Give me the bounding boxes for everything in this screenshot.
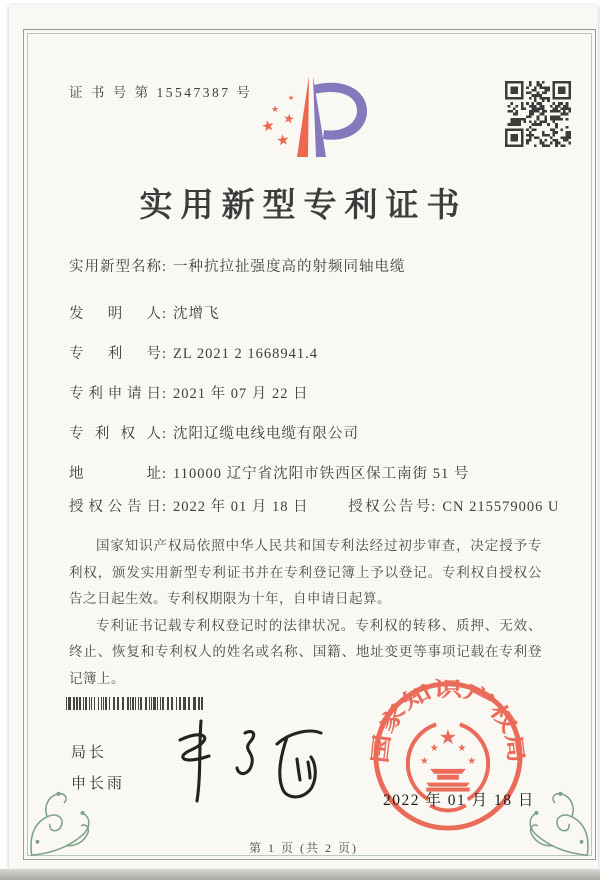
svg-text:★: ★ — [419, 755, 429, 767]
field-label: 授权公告日 — [69, 499, 161, 515]
field-value: 沈阳辽缆电线电缆有限公司 — [173, 426, 360, 442]
field-value: 110000 辽宁省沈阳市铁西区保工南街 51 号 — [173, 466, 470, 482]
seal-text: 国家知识产权局 — [369, 679, 526, 765]
signature — [165, 713, 335, 811]
legal-text — [69, 533, 542, 692]
svg-text:★: ★ — [259, 117, 277, 137]
field-value: CN 215579006 U — [442, 499, 560, 515]
svg-text:★: ★ — [270, 104, 280, 114]
commissioner-name: 申长雨 — [71, 776, 126, 792]
field-patentee: 专利权人: 沈阳辽缆电线电缆有限公司 — [69, 422, 548, 443]
barcode — [66, 697, 203, 710]
cnipa-logo-icon — [247, 69, 377, 169]
svg-text:★: ★ — [457, 743, 467, 755]
field-utility-model-name: 实用新型名称: 一种抗拉扯强度高的射频同轴电缆 — [69, 255, 548, 276]
svg-text:★: ★ — [275, 132, 291, 150]
svg-text:★: ★ — [281, 110, 296, 127]
field-label: 实用新型名称 — [69, 259, 161, 275]
field-label: 专利申请日 — [69, 386, 161, 402]
scan-edge-shadow — [0, 869, 600, 880]
svg-text:★: ★ — [467, 755, 477, 767]
svg-text:★: ★ — [429, 743, 439, 755]
qr-code — [505, 81, 571, 147]
field-grant-row — [69, 495, 560, 516]
legal-paragraph-1: 国家知识产权局依照中华人民共和国专利法经过初步审查，决定授予专利权，颁发实用新型专利证书并在专利登记簿上予以登记。专利权自授权公告之日起生效。专利权期限为十年，自申请日起算。 — [69, 538, 542, 606]
field-value: ZL 2021 2 1668941.4 — [173, 346, 318, 362]
svg-text:★: ★ — [287, 94, 295, 102]
certificate-paper — [9, 5, 598, 869]
field-label: 授权公告号 — [348, 499, 431, 515]
certificate-title: 实用新型专利证书 — [139, 188, 468, 224]
svg-text:国家知识产权局 — [369, 678, 527, 764]
field-filing-date: 专利申请日: 2021 年 07 月 22 日 — [69, 382, 548, 403]
field-patent-number: 专利号: ZL 2021 2 1668941.4 — [69, 342, 548, 363]
commissioner-title: 局长 — [71, 745, 108, 761]
field-value: 2021 年 07 月 22 日 — [173, 386, 309, 402]
field-inventor: 发明人: 沈增飞 — [69, 302, 548, 323]
field-label: 专利号 — [69, 346, 161, 362]
field-value: 沈增飞 — [173, 306, 220, 322]
seal-date: 2022 年 01 月 18 日 — [383, 792, 535, 809]
seal-emblem — [420, 727, 476, 791]
field-label: 发明人 — [69, 306, 161, 322]
field-grant-date: 授权公告日: 2022 年 01 月 18 日 — [69, 499, 312, 515]
certificate-number: 证 书 号 第 15547387 号 — [69, 85, 253, 100]
field-grant-publication-number: 授权公告号: CN 215579006 U — [348, 499, 559, 515]
field-address: 地址: 110000 辽宁省沈阳市铁西区保工南街 51 号 — [69, 462, 548, 483]
svg-text:★: ★ — [438, 727, 458, 750]
field-value: 2022 年 01 月 18 日 — [173, 499, 309, 515]
legal-paragraph-2: 专利证书记载专利权登记时的法律状况。专利权的转移、质押、无效、终止、恢复和专利权人的姓名或名称、国籍、地址变更等事项记载在专利登记簿上。 — [69, 617, 542, 686]
field-label: 专利权人 — [69, 426, 161, 442]
page-number: 第 1 页 (共 2 页) — [249, 841, 358, 855]
field-label: 地址 — [69, 466, 161, 482]
field-value: 一种抗拉扯强度高的射频同轴电缆 — [173, 259, 406, 275]
